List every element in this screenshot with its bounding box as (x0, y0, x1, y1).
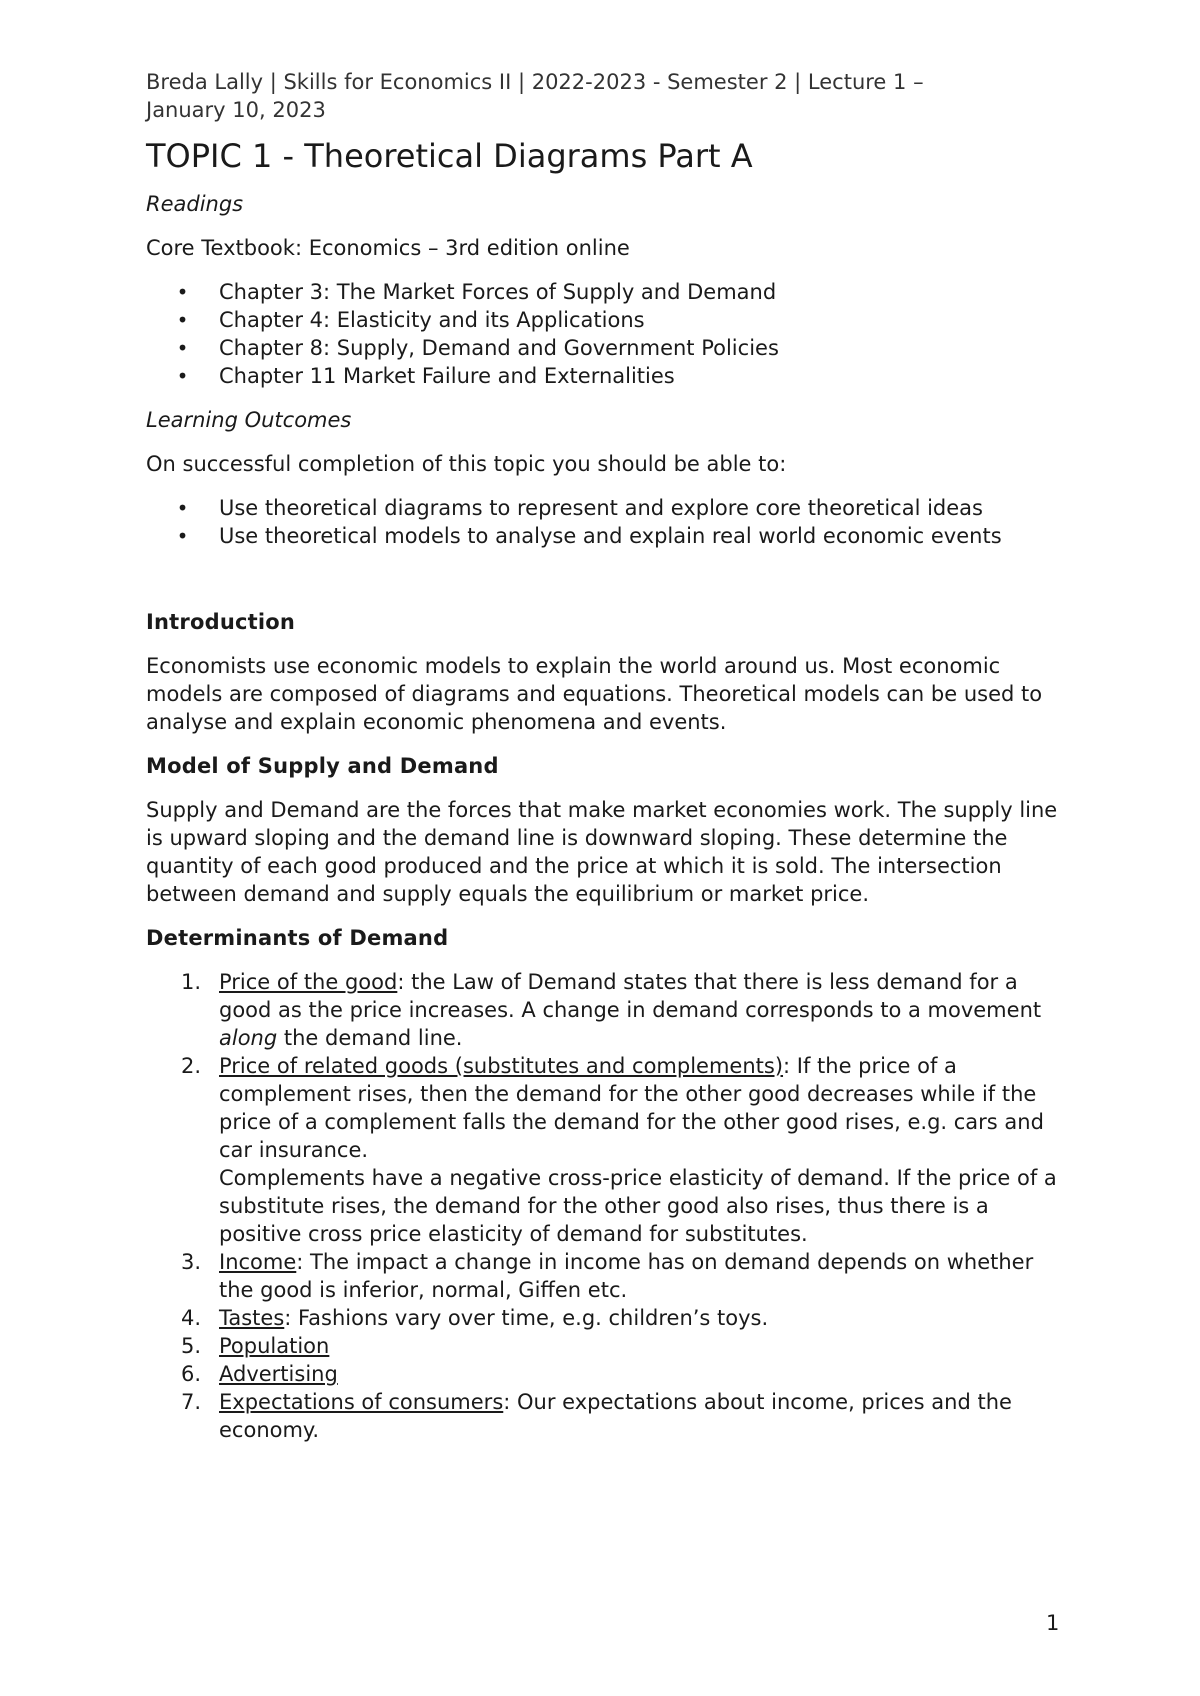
item-text: : If the price of a complement rises, then the demand for the other good decreases while if the price of a complement falls the demand for the other good rises, e.g. cars and car insurance. (219, 1054, 1044, 1162)
list-item: • Use theoretical models to analyse and explain real world economic events (219, 522, 1066, 550)
item-number: 5. (181, 1334, 202, 1358)
introduction-text: Economists use economic models to explain the world around us. Most economic models are composed of diagrams and equations. Theoretical models can be used to analyse and explain economic phenomena and events. (146, 654, 1043, 734)
determinants-list (146, 968, 1066, 1444)
item-term: Population (219, 1334, 330, 1358)
header-line-2: January 10, 2023 (146, 98, 326, 122)
page-content (146, 68, 1066, 1444)
item-term: Advertising (219, 1362, 338, 1386)
page-title: TOPIC 1 - Theoretical Diagrams Part A (146, 137, 753, 175)
learning-outcomes-list (146, 494, 1066, 550)
item-number: 6. (181, 1362, 202, 1386)
item-term: Income (219, 1250, 297, 1274)
introduction-heading: Introduction (146, 610, 296, 634)
list-item (181, 968, 1066, 1052)
item-term: Expectations of consumers (219, 1390, 504, 1414)
item-number: 1. (181, 970, 202, 994)
list-item (181, 1360, 1066, 1388)
readings-heading: Readings (146, 192, 244, 216)
item-text: : Our expectations about income, prices and the economy. (219, 1390, 1012, 1442)
item-term: Tastes (219, 1306, 285, 1330)
item-number: 7. (181, 1390, 202, 1414)
list-item: • Chapter 3: The Market Forces of Supply and Demand (219, 278, 1066, 306)
list-item: • Chapter 11 Market Failure and Externalities (219, 362, 1066, 390)
item-number: 3. (181, 1250, 202, 1274)
item-number: 4. (181, 1306, 202, 1330)
core-textbook: Core Textbook: Economics – 3rd edition online (146, 236, 630, 260)
list-item: • Use theoretical diagrams to represent and explore core theoretical ideas (219, 494, 1066, 522)
item-emphasis: along (219, 1026, 278, 1050)
page-number: 1 (1046, 1611, 1060, 1635)
list-item: • Chapter 4: Elasticity and its Applications (219, 306, 1066, 334)
item-text: : the Law of Demand states that there is less demand for a good as the price increases. A change in demand corresponds to a movement (219, 970, 1042, 1022)
spacer (146, 566, 1066, 608)
item-text: : Fashions vary over time, e.g. children’s toys. (284, 1306, 769, 1330)
document-header (146, 68, 1066, 124)
item-text: the demand line. (277, 1026, 463, 1050)
list-item (181, 1304, 1066, 1332)
learning-outcomes-intro: On successful completion of this topic you should be able to: (146, 452, 787, 476)
learning-outcomes-heading: Learning Outcomes (146, 408, 352, 432)
list-item: • Chapter 8: Supply, Demand and Government Policies (219, 334, 1066, 362)
item-text: : The impact a change in income has on demand depends on whether the good is inferior, normal, Giffen etc. (219, 1250, 1034, 1302)
model-heading: Model of Supply and Demand (146, 754, 499, 778)
determinants-heading: Determinants of Demand (146, 926, 449, 950)
model-text: Supply and Demand are the forces that make market economies work. The supply line is upward sloping and the demand line is downward sloping. These determine the quantity of each good produced and the price at which it is sold. The intersection between demand and supply equals the equilibrium or market price. (146, 798, 1058, 906)
list-item (181, 1052, 1066, 1248)
header-line-1: Breda Lally | Skills for Economics II | 2022-2023 - Semester 2 | Lecture 1 – (146, 70, 924, 94)
item-term: Price of the good (219, 970, 398, 994)
list-item (181, 1248, 1066, 1304)
item-number: 2. (181, 1054, 202, 1078)
list-item (181, 1332, 1066, 1360)
item-extra-text: Complements have a negative cross-price elasticity of demand. If the price of a substitute rises, the demand for the other good also rises, thus there is a positive cross price elasticity of demand for substitutes. (219, 1166, 1057, 1246)
list-item (181, 1388, 1066, 1444)
item-term: Price of related goods (substitutes and complements) (219, 1054, 784, 1078)
readings-list (146, 278, 1066, 390)
